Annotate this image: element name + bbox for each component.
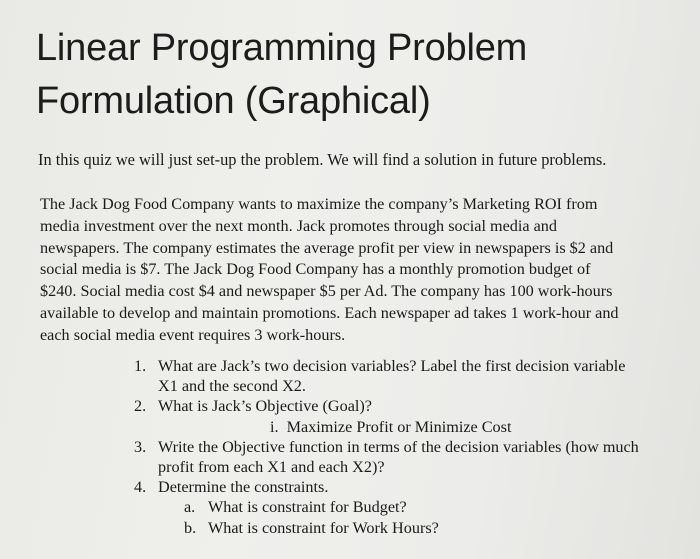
sub-list-item bbox=[134, 497, 694, 517]
paragraph-line: media investment over the next month. Jack promotes through social media and bbox=[40, 216, 557, 235]
paragraph-line: $240. Social media cost $4 and newspaper $5 per Ad. The company has 100 work-hours bbox=[40, 282, 613, 301]
list-item bbox=[134, 356, 694, 376]
title-line-2: Formulation (Graphical) bbox=[36, 80, 431, 122]
list-item bbox=[134, 477, 694, 497]
question-list bbox=[134, 356, 694, 538]
paragraph-line: newspapers. The company estimates the average profit per view in newspapers is $2 and bbox=[40, 238, 614, 257]
sub-list-item bbox=[134, 417, 694, 437]
list-number: b. bbox=[184, 518, 197, 537]
question-continuation: profit from each X1 and each X2)? bbox=[158, 458, 385, 477]
sub-list-item bbox=[134, 518, 694, 538]
question-text: What is Jack’s Objective (Goal)? bbox=[158, 397, 372, 416]
list-number: i. bbox=[270, 417, 279, 436]
sub-item-text: What is constraint for Work Hours? bbox=[208, 518, 439, 537]
question-continuation: X1 and the second X2. bbox=[158, 377, 306, 396]
paragraph-line: available to develop and maintain promotions. Each newspaper ad takes 1 work-hour and bbox=[40, 303, 619, 322]
list-number: 4. bbox=[134, 478, 147, 497]
paragraph-line: The Jack Dog Food Company wants to maximize the company’s Marketing ROI from bbox=[40, 195, 598, 213]
list-number: 1. bbox=[134, 357, 147, 375]
question-text: Write the Objective function in terms of the decision variables (how much bbox=[158, 437, 639, 456]
question-text: Determine the constraints. bbox=[158, 478, 329, 497]
sub-item-text: What is constraint for Budget? bbox=[208, 498, 407, 517]
list-item bbox=[134, 396, 694, 416]
paragraph-line: social media is $7. The Jack Dog Food Company has a monthly promotion budget of bbox=[40, 260, 591, 279]
list-number: 2. bbox=[134, 397, 147, 416]
paragraph-line: each social media event requires 3 work-hours. bbox=[40, 325, 346, 344]
page-title bbox=[36, 22, 527, 128]
list-number: 3. bbox=[134, 437, 147, 456]
question-text: What are Jack’s two decision variables? Label the first decision variable bbox=[158, 357, 626, 375]
problem-paragraph bbox=[40, 194, 690, 347]
title-line-1: Linear Programming Problem bbox=[36, 27, 528, 69]
list-number: a. bbox=[184, 498, 196, 517]
list-item bbox=[134, 437, 694, 457]
sub-item-text: Maximize Profit or Minimize Cost bbox=[286, 417, 512, 436]
intro-text: In this quiz we will just set-up the problem. We will find a solution in future problems. bbox=[38, 150, 607, 169]
